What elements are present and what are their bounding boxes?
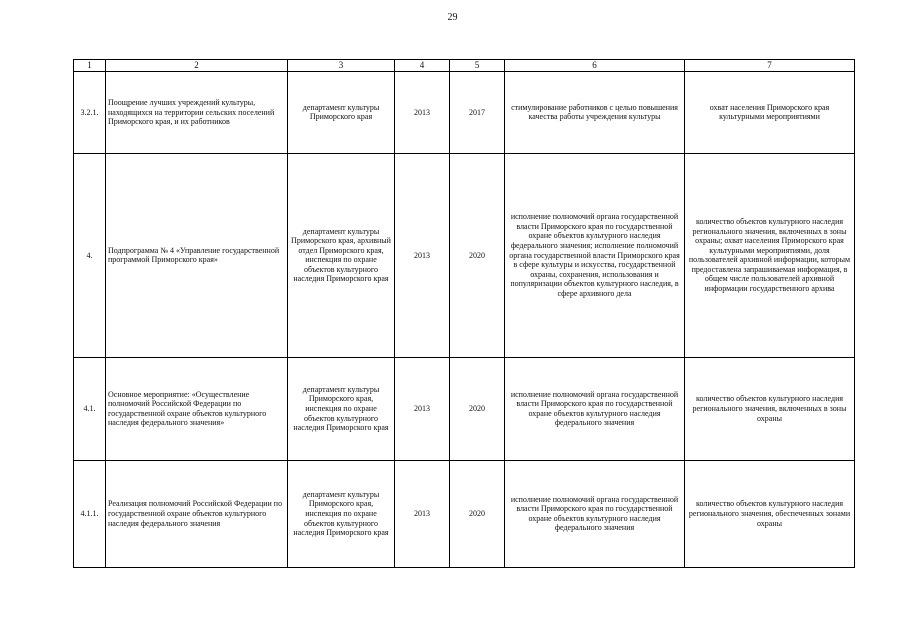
column-number: 6	[505, 60, 685, 72]
item-start-year: 2013	[395, 460, 450, 567]
item-end-year: 2020	[450, 153, 505, 357]
item-executor: департамент культуры Приморского края, архивный отдел Приморского края, инспекция по охране объектов культурного наследия Приморского края	[288, 153, 395, 357]
item-indicators: охват населения Приморского края культурными мероприятиями	[685, 71, 855, 153]
item-name: Основное мероприятие: «Осуществление полномочий Российской Федерации по государственной охране объектов культурного наследия федерального значения»	[106, 357, 288, 460]
item-indicators: количество объектов культурного наследия регионального значения, обеспеченных зонами охраны	[685, 460, 855, 567]
item-expected-result: стимулирование работников с целью повышения качества работы учреждения культуры	[505, 71, 685, 153]
item-indicators: количество объектов культурного наследия регионального значения, включенных в зоны охраны; охват населения Приморского края культурными мероприятиями, доля пользователей архивной информации, которым предоставлена запрашиваемая информация, в общем числе пользователей архивной информации государственного архива	[685, 153, 855, 357]
item-expected-result: исполнение полномочий органа государственной власти Приморского края по государственной охране объектов культурного наследия федерального значения	[505, 460, 685, 567]
item-executor: департамент культуры Приморского края, инспекция по охране объектов культурного наследия Приморского края	[288, 357, 395, 460]
item-name: Поощрение лучших учреждений культуры, находящихся на территории сельских поселений Приморского края, и их работников	[106, 71, 288, 153]
item-end-year: 2020	[450, 357, 505, 460]
column-number: 4	[395, 60, 450, 72]
item-number: 4.	[74, 153, 106, 357]
item-start-year: 2013	[395, 357, 450, 460]
table-row	[74, 460, 855, 567]
item-expected-result: исполнение полномочий органа государственной власти Приморского края по государственной охране объектов культурного наследия федерального значения; исполнение полномочий органа государственной власти Приморского края в сфере культуры и искусства, государственной охраны, сохранения, использования и популяризации объектов культурного наследия, в сфере архивного дела	[505, 153, 685, 357]
page-number: 29	[447, 12, 458, 23]
program-table	[73, 59, 855, 568]
column-number-row	[74, 60, 855, 72]
item-executor: департамент культуры Приморского края	[288, 71, 395, 153]
column-number: 1	[74, 60, 106, 72]
item-number: 4.1.1.	[74, 460, 106, 567]
item-name: Реализация полномочий Российской Федерации по государственной охране объектов культурного наследия федерального значения	[106, 460, 288, 567]
column-number: 7	[685, 60, 855, 72]
item-name: Подпрограмма № 4 «Управление государственной программой Приморского края»	[106, 153, 288, 357]
item-number: 3.2.1.	[74, 71, 106, 153]
item-expected-result: исполнение полномочий органа государственной власти Приморского края по государственной охране объектов культурного наследия федерального значения	[505, 357, 685, 460]
column-number: 3	[288, 60, 395, 72]
item-start-year: 2013	[395, 153, 450, 357]
table-row	[74, 71, 855, 153]
item-indicators: количество объектов культурного наследия регионального значения, включенных в зоны охраны	[685, 357, 855, 460]
item-end-year: 2020	[450, 460, 505, 567]
item-end-year: 2017	[450, 71, 505, 153]
item-executor: департамент культуры Приморского края, инспекция по охране объектов культурного наследия Приморского края	[288, 460, 395, 567]
table-row	[74, 357, 855, 460]
item-number: 4.1.	[74, 357, 106, 460]
column-number: 2	[106, 60, 288, 72]
column-number: 5	[450, 60, 505, 72]
item-start-year: 2013	[395, 71, 450, 153]
table-row	[74, 153, 855, 357]
